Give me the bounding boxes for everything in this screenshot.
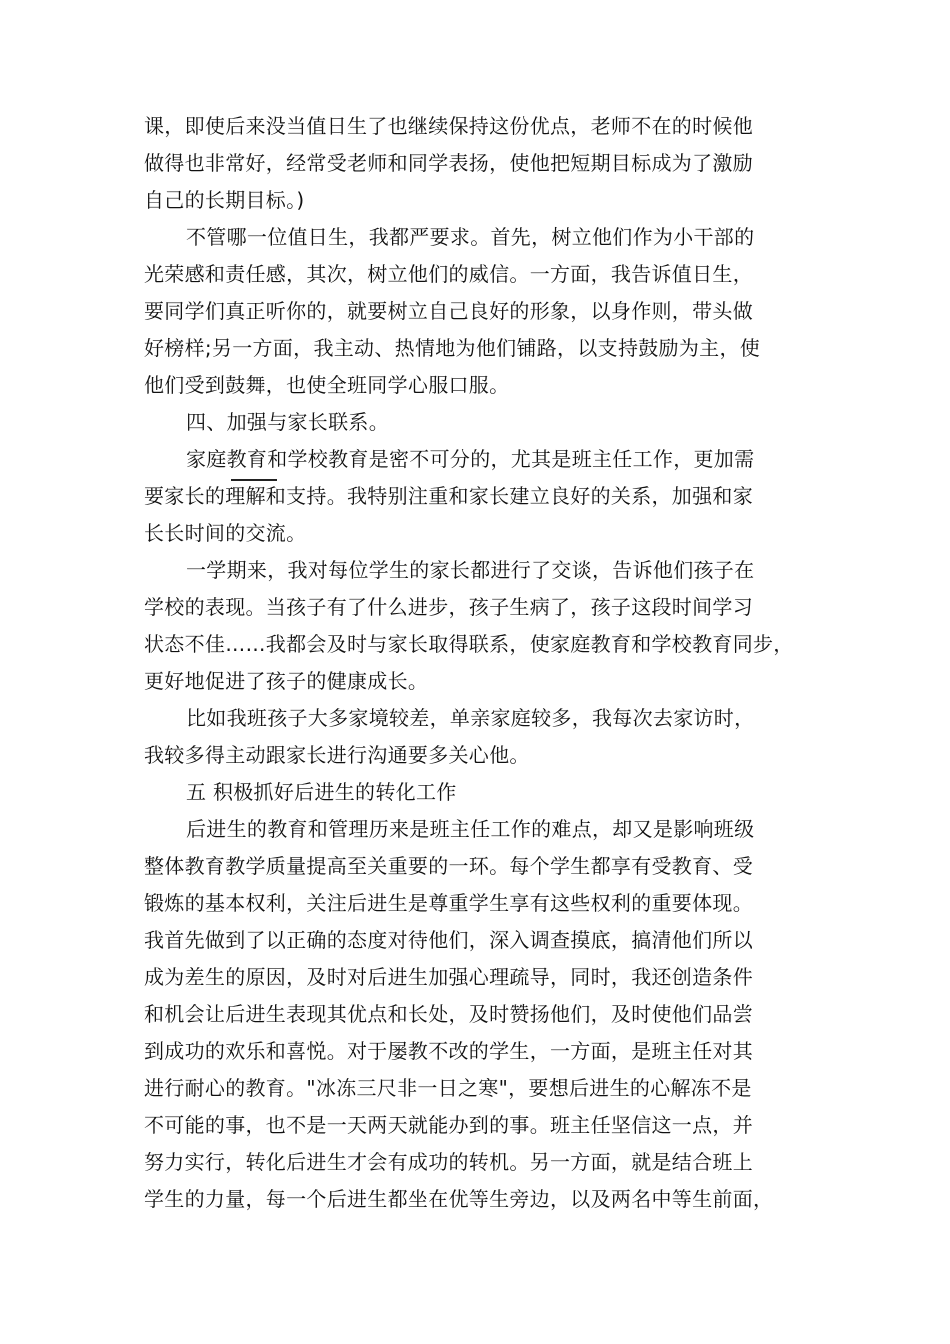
text-line: 整体教育教学质量提高至关重要的一环。每个学生都享有受教育、受 xyxy=(144,854,753,878)
text-line: 进行耐心的教育。"冰冻三尺非一日之寒"，要想后进生的心解冻不是 xyxy=(144,1076,752,1100)
text-line: 一学期来，我对每位学生的家长都进行了交谈，告诉他们孩子在 xyxy=(186,558,755,582)
text-line: 长长时间的交流。 xyxy=(144,521,307,545)
text-line: 学生的力量，每一个后进生都坐在优等生旁边，以及两名中等生前面， xyxy=(144,1187,774,1211)
text-line: 努力实行，转化后进生才会有成功的转机。另一方面，就是结合班上 xyxy=(144,1150,753,1174)
text-line: 状态不佳……我都会及时与家长取得联系，使家庭教育和学校教育同步， xyxy=(144,632,794,656)
text-line: 四、加强与家长联系。 xyxy=(186,410,389,434)
text-line: 好榜样;另一方面，我主动、热情地为他们铺路，以支持鼓励为主，使 xyxy=(144,336,761,360)
text-line: 更好地促进了孩子的健康成长。 xyxy=(144,669,429,693)
text-line: 他们受到鼓舞，也使全班同学心服口服。 xyxy=(144,373,510,397)
text-line: 成为差生的原因，及时对后进生加强心理疏导，同时，我还创造条件 xyxy=(144,965,753,989)
text-line: 学校的表现。当孩子有了什么进步，孩子生病了，孩子这段时间学习 xyxy=(144,595,753,619)
document-body xyxy=(144,108,824,1218)
text-line: 家庭教育和学校教育是密不可分的，尤其是班主任工作，更加需 xyxy=(186,447,755,471)
text-line: 不可能的事，也不是一天两天就能办到的事。班主任坚信这一点，并 xyxy=(144,1113,753,1137)
text-line: 要同学们真正听你的，就要树立自己良好的形象，以身作则，带头做 xyxy=(144,299,753,323)
text-line: 光荣感和责任感，其次，树立他们的威信。一方面，我告诉值日生， xyxy=(144,262,753,286)
text-line: 到成功的欢乐和喜悦。对于屡教不改的学生，一方面，是班主任对其 xyxy=(144,1039,753,1063)
underline-mark xyxy=(231,479,277,481)
text-line: 不管哪一位值日生，我都严要求。首先，树立他们作为小干部的 xyxy=(186,225,755,249)
text-line: 锻炼的基本权利，关注后进生是尊重学生享有这些权利的重要体现。 xyxy=(144,891,753,915)
text-line: 课，即使后来没当值日生了也继续保持这份优点，老师不在的时候他 xyxy=(144,114,753,138)
text-line: 和机会让后进生表现其优点和长处，及时赞扬他们，及时使他们品尝 xyxy=(144,1002,753,1026)
text-line: 自己的长期目标。) xyxy=(144,188,305,212)
text-line: 五 积极抓好后进生的转化工作 xyxy=(186,780,457,804)
text-line: 比如我班孩子大多家境较差，单亲家庭较多，我每次去家访时， xyxy=(186,706,755,730)
text-line: 我首先做到了以正确的态度对待他们，深入调查摸底，搞清他们所以 xyxy=(144,928,753,952)
text-line: 我较多得主动跟家长进行沟通要多关心他。 xyxy=(144,743,530,767)
text-line: 要家长的理解和支持。我特别注重和家长建立良好的关系，加强和家 xyxy=(144,484,753,508)
text-line: 做得也非常好，经常受老师和同学表扬，使他把短期目标成为了激励 xyxy=(144,151,753,175)
text-line: 后进生的教育和管理历来是班主任工作的难点，却又是影响班级 xyxy=(186,817,755,841)
